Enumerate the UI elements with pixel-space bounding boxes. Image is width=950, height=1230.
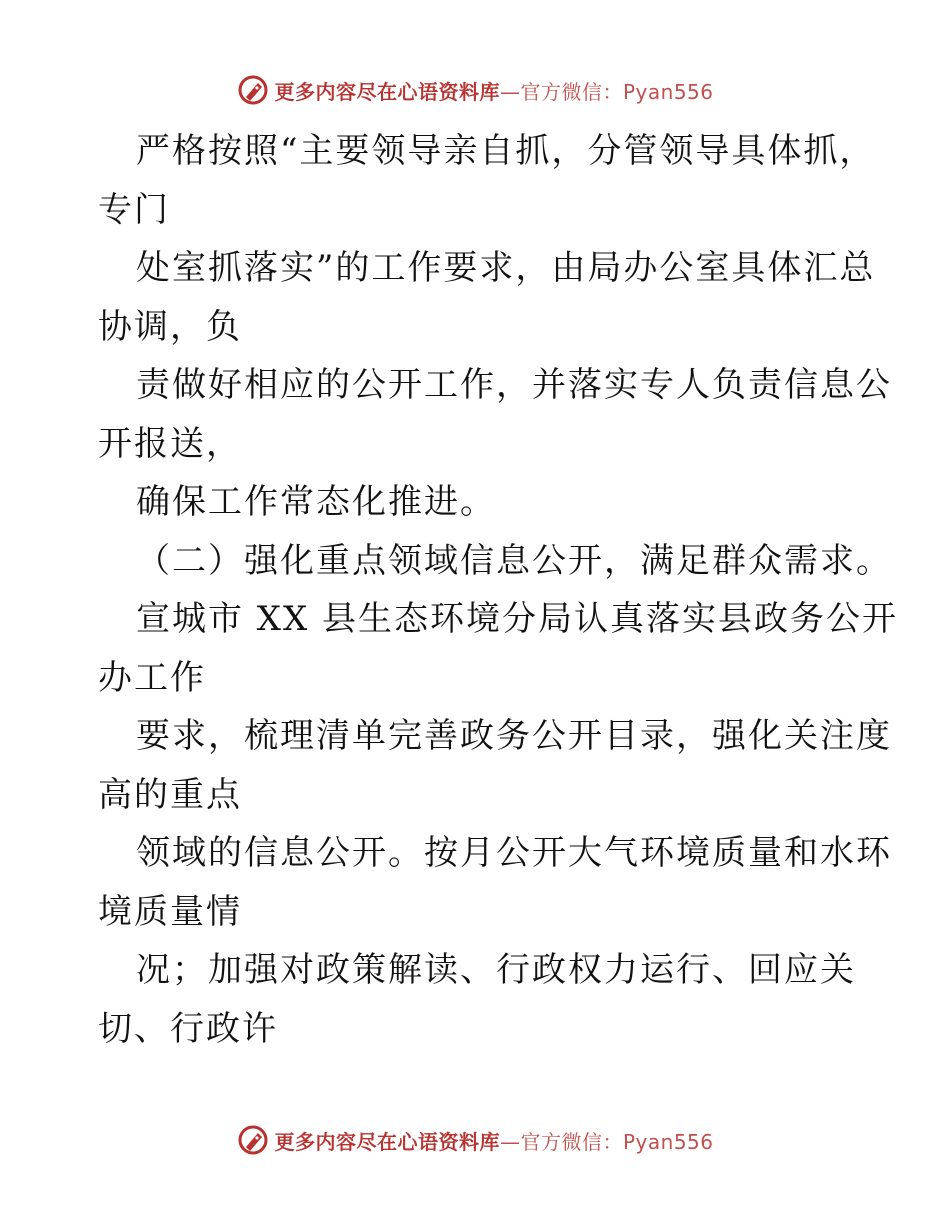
footer-banner — [0, 1120, 950, 1160]
paragraph-line: 开报送， — [98, 423, 242, 464]
banner-wechat-label: 官方微信： — [520, 1129, 623, 1154]
banner-dash: — — [499, 79, 521, 104]
paragraph-line: 要求，梳理清单完善政务公开目录，强化关注度 — [136, 716, 892, 756]
paragraph-line: 确保工作常态化推进。 — [136, 482, 496, 522]
paragraph-line: 宣城市 XX 县生态环境分局认真落实县政务公开 — [136, 599, 899, 639]
paragraph-line: 专门 — [98, 189, 170, 230]
paragraph-line: 协调，负 — [98, 306, 242, 347]
banner-text — [274, 76, 713, 105]
document-body — [98, 122, 899, 1058]
banner-wechat-id: Pyan556 — [622, 79, 714, 104]
paragraph-line: 高的重点 — [98, 774, 242, 815]
banner-text — [274, 1126, 713, 1155]
pen-nib-circle-icon — [236, 1123, 270, 1157]
paragraph-line: 办工作 — [98, 657, 206, 698]
banner-site-text: 更多内容尽在心语资料库 — [274, 79, 500, 104]
paragraph-line: 责做好相应的公开工作，并落实专人负责信息公 — [136, 365, 892, 405]
paragraph-line: 处室抓落实”的工作要求，由局办公室具体汇总 — [136, 248, 876, 288]
paragraph-line: 况；加强对政策解读、行政权力运行、回应关 — [136, 950, 856, 990]
banner-site-text: 更多内容尽在心语资料库 — [274, 1129, 500, 1154]
banner-wechat-id: Pyan556 — [622, 1129, 714, 1154]
banner-wechat-label: 官方微信： — [520, 79, 623, 104]
section-heading: （二）强化重点领域信息公开，满足群众需求。 — [136, 540, 892, 581]
header-banner — [0, 70, 950, 110]
paragraph-line: 境质量情 — [98, 891, 242, 932]
paragraph-line: 切、行政许 — [98, 1008, 278, 1049]
pen-nib-circle-icon — [236, 73, 270, 107]
paragraph-line: 严格按照“主要领导亲自抓，分管领导具体抓， — [136, 131, 876, 171]
banner-dash: — — [499, 1129, 521, 1154]
paragraph-line: 领域的信息公开。按月公开大气环境质量和水环 — [136, 833, 892, 873]
